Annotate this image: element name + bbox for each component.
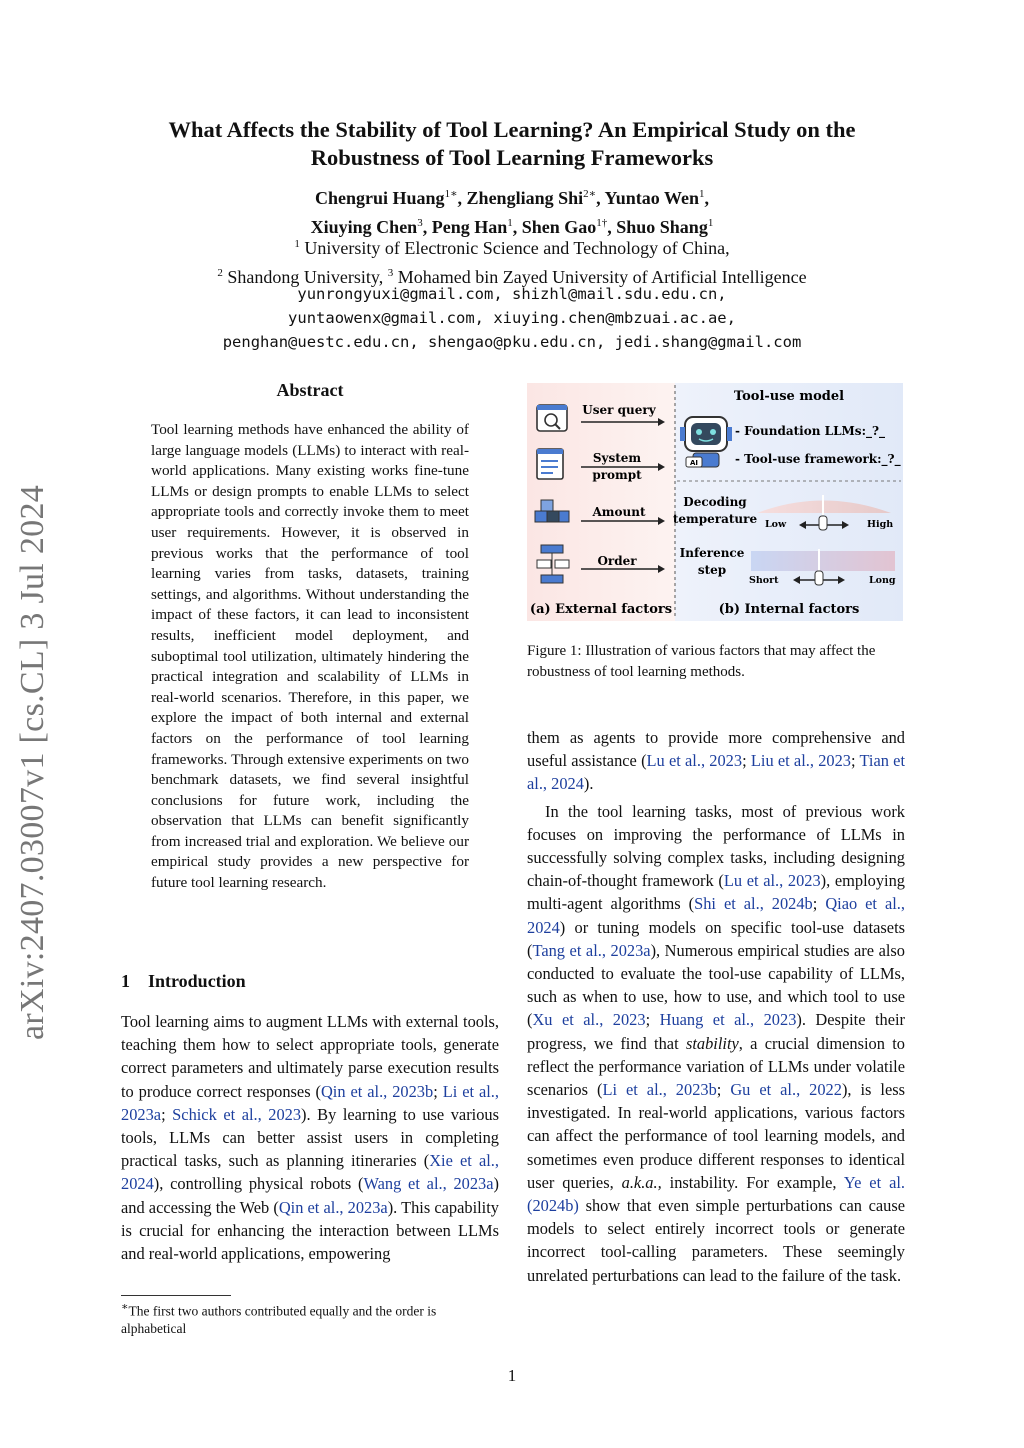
citation-link[interactable]: Wang et al., 2023a bbox=[363, 1174, 494, 1194]
factor-label: prompt bbox=[592, 468, 642, 482]
external-factors-label: (a) External factors bbox=[529, 602, 673, 617]
author-name: Peng Han bbox=[431, 217, 508, 237]
decoding-label: temperature bbox=[672, 512, 758, 526]
factor-label: User query bbox=[582, 403, 656, 417]
page-number: 1 bbox=[507, 1366, 517, 1385]
affiliation-3: Mohamed bin Zayed University of Artificial Intelligence bbox=[397, 267, 807, 287]
model-title: Tool-use model bbox=[733, 389, 845, 404]
footnote bbox=[121, 1299, 501, 1337]
author-list: Chengrui Huang$^{1∗}$, Zhengliang Shi$^{2∗}$, Yuntao Wen$^1$, Xiuying Chen$^3$, Peng Han$^1$, Shen Gao$^{1\dagger}$, Shuo Shang$^1$ bbox=[310, 188, 714, 237]
affiliation-1: University of Electronic Science and Technology of China, bbox=[304, 238, 730, 258]
document-icon bbox=[537, 449, 563, 479]
author-name: Shen Gao bbox=[521, 217, 597, 237]
affiliation-2: Shandong University, bbox=[227, 267, 384, 287]
figure-caption: Figure 1: Illustration of various factors that may affect the robustness of tool learning methods. bbox=[527, 643, 876, 680]
abstract-heading: Abstract bbox=[276, 380, 344, 400]
arxiv-watermark: arXiv:2407.03007v1 [cs.CL] 3 Jul 2024 bbox=[14, 484, 51, 1040]
affil-mark: 2 bbox=[217, 267, 223, 279]
section-title: Introduction bbox=[148, 971, 246, 991]
author-name: Yuntao Wen bbox=[604, 188, 699, 208]
citation-link[interactable]: Qiao et al., 2024 bbox=[527, 894, 905, 937]
citation-link[interactable]: Qin et al., 2023a bbox=[278, 1197, 388, 1217]
author-name: Shuo Shang bbox=[616, 217, 708, 237]
citation-link[interactable]: Qin et al., 2023b bbox=[320, 1081, 434, 1101]
title-line-1: What Affects the Stability of Tool Learning? An Empirical Study on the bbox=[168, 117, 856, 142]
figure-1 bbox=[527, 383, 903, 621]
emails bbox=[80, 282, 944, 354]
factor-label: Order bbox=[597, 554, 637, 568]
citation-link[interactable]: Li et al., 2023a bbox=[121, 1081, 499, 1124]
affil-mark: 1 bbox=[294, 238, 300, 250]
author-mark: 1 bbox=[707, 217, 714, 229]
factor-label: Amount bbox=[592, 505, 646, 519]
author-mark: 1 bbox=[507, 217, 513, 229]
email-line: penghan@uestc.edu.cn, shengao@pku.edu.cn, jedi.shang@gmail.com bbox=[222, 333, 802, 351]
long-label: Long bbox=[869, 575, 896, 586]
citation-link[interactable]: Schick et al., 2023 bbox=[172, 1104, 302, 1124]
author-mark: 2∗ bbox=[583, 188, 597, 200]
author-name: Zhengliang Shi bbox=[466, 188, 584, 208]
citation-link[interactable]: Xu et al., 2023 bbox=[532, 1010, 646, 1030]
model-line: - Foundation LLMs:_?_ bbox=[735, 424, 886, 438]
abstract-body: Tool learning methods have enhanced the ability of large language models (LLMs) to interact with real-world applications. Many existing works fine-tune LLMs or design prompts to enable LLMs to select appropriate tools and correctly invoke them to meet user requirements. However, it is observed in previous works that the performance of tool learning varies from tasks, datasets, training settings, and algorithms. Without understanding the impact of these factors, it can lead to inconsistent results, inefficient model deployment, and suboptimal tool utilization, ultimately hindering the practical integration and scalability of LLMs in real-world scenarios. Therefore, in this paper, we explore the impact of both internal and external factors on the performance of tool learning frameworks. Through extensive experiments on two benchmark datasets, we find several insightful conclusions for future work, including the observation that LLMs can benefit significantly from increased trial and exploration. We believe our empirical study provides a new perspective for future tool learning research. bbox=[151, 421, 469, 892]
right-column bbox=[527, 726, 905, 1287]
author-name: Chengrui Huang bbox=[315, 188, 445, 208]
decoding-label: Decoding bbox=[683, 495, 747, 509]
email-line: yuntaowenx@gmail.com, xiuying.chen@mbzuai.ac.ae, bbox=[288, 309, 736, 327]
figure-1-diagram bbox=[527, 383, 903, 621]
short-label: Short bbox=[749, 575, 779, 586]
ai-badge: AI bbox=[689, 459, 699, 467]
internal-factors-label: (b) Internal factors bbox=[718, 602, 860, 617]
author-name: Xiuying Chen bbox=[310, 217, 418, 237]
inference-label: Inference bbox=[679, 546, 745, 560]
citation-link[interactable]: Tian et al., 2024 bbox=[527, 751, 906, 794]
author-mark: 1 bbox=[698, 188, 705, 200]
factor-label: System bbox=[592, 451, 642, 465]
intro-paragraph: Tool learning aims to augment LLMs with external tools, teaching them how to select appropriate tools, generate correct parameters and ultimately parse execution results to produce correct responses (Qin et al., 2023b; Li et al., 2023a; Schick et al., 2023). By learning to use various tools, LLMs can better assist users in completing practical tasks, such as planning itineraries (Xie et al., 2024), controlling physical robots (Wang et al., 2023a) and accessing the Web (Qin et al., 2023a). This capability is crucial for enhancing the interaction between LLMs and real-world applications, empowering bbox=[121, 1012, 499, 1264]
title-line-2: Robustness of Tool Learning Frameworks bbox=[310, 145, 714, 170]
low-label: Low bbox=[765, 519, 787, 530]
email-line: yunrongyuxi@gmail.com, shizhl@mail.sdu.edu.cn, bbox=[297, 285, 727, 303]
citation-link[interactable]: Lu et al., 2023 bbox=[646, 751, 743, 771]
author-mark: 3 bbox=[417, 217, 423, 229]
model-line: - Tool-use framework:_?_ bbox=[735, 452, 901, 466]
citation-link[interactable]: Xie et al., 2024 bbox=[121, 1151, 499, 1194]
citation-link[interactable]: Huang et al., 2023 bbox=[659, 1010, 797, 1030]
footnote-rule bbox=[121, 1295, 231, 1296]
footnote-text: The first two authors contributed equally and the order is alphabetical bbox=[121, 1303, 437, 1336]
high-label: High bbox=[867, 519, 894, 530]
author-mark: 1∗ bbox=[444, 188, 458, 200]
citation-link[interactable]: Ye et al. (2024b) bbox=[527, 1172, 905, 1216]
paper-title bbox=[100, 116, 924, 172]
footnote-mark: ∗ bbox=[121, 1301, 129, 1313]
citation-link[interactable]: Shi et al., 2024b bbox=[694, 894, 813, 914]
affil-mark: 3 bbox=[387, 267, 394, 279]
search-icon bbox=[537, 405, 567, 431]
citation-link[interactable]: Li et al., 2023b bbox=[602, 1080, 717, 1100]
inference-label: step bbox=[697, 563, 727, 577]
citation-link[interactable]: Lu et al., 2023 bbox=[723, 871, 821, 891]
citation-link[interactable]: Gu et al., 2022 bbox=[730, 1080, 842, 1100]
citation-link[interactable]: Liu et al., 2023 bbox=[750, 751, 851, 771]
citation-link[interactable]: Tang et al., 2023a bbox=[532, 940, 651, 960]
section-number: 1 bbox=[121, 971, 130, 991]
paragraph: them as agents to provide more comprehensive and useful assistance (Lu et al., 2023; Liu et al., 2023; Tian et al., 2024). bbox=[527, 728, 906, 794]
author-mark: 1† bbox=[596, 217, 608, 229]
step-bar bbox=[751, 551, 895, 571]
paragraph: In the tool learning tasks, most of previous work focuses on improving the performance of LLMs in successfully solving complex tasks, including designing chain-of-thought framework (Lu et al., 2023), employing multi-agent algorithms (Shi et al., 2024b; Qiao et al., 2024) or tuning models on specific tool-use datasets (Tang et al., 2023a), Numerous empirical studies are also conducted to evaluate the tool-use capability of LLMs, such as when to use, how to use, and which tool to use (Xu et al., 2023; Huang et al., 2023). Despite their progress, we find that stability, a crucial dimension to reflect the performance variation of LLMs under volatile scenarios (Li et al., 2023b; Gu et al., 2022), is less investigated. In real-world applications, various factors can affect the performance of tool learning models, and sometimes even produce different responses to identical user queries, a.k.a., instability. For example, Ye et al. (2024b) show that even simple perturbations can cause models to select entirely incorrect tools or generate incorrect tool-calling parameters. These seemingly unrelated perturbations can lead to the failure of the task. bbox=[527, 801, 906, 1285]
section-heading bbox=[121, 971, 264, 992]
